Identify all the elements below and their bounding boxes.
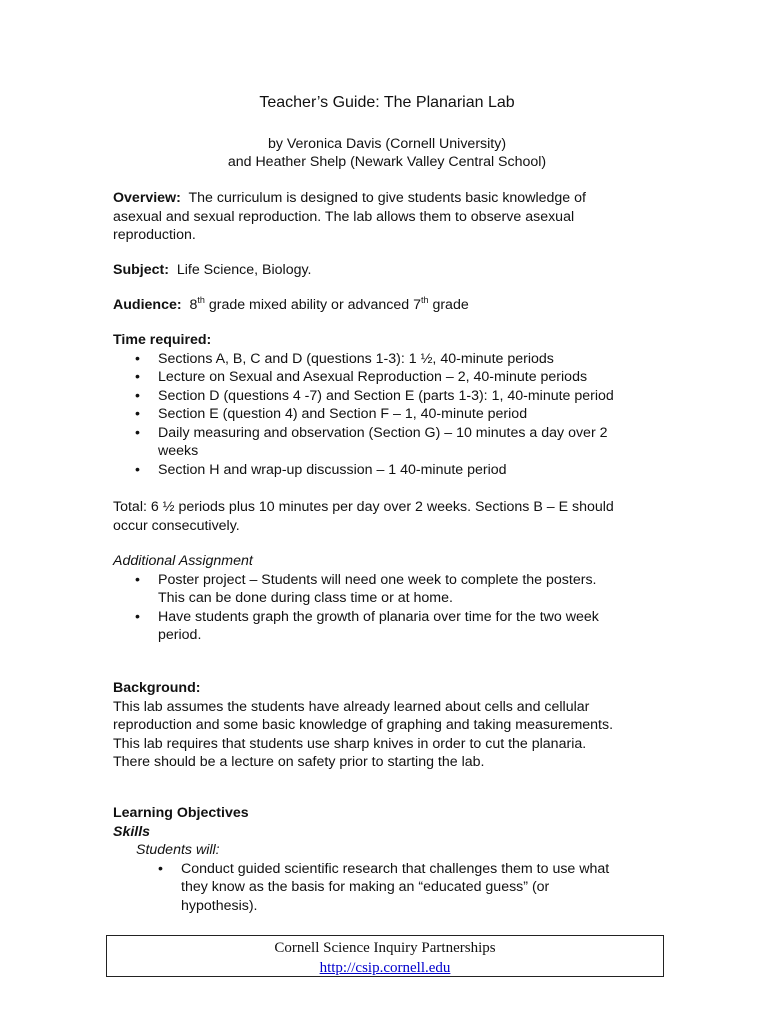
document-title: Teacher’s Guide: The Planarian Lab — [259, 94, 515, 111]
total-line-1: Total: 6 ½ periods plus 10 minutes per day over 2 weeks. Sections B – E should — [113, 499, 614, 515]
audience-sup-2: th — [420, 295, 429, 305]
audience-label: Audience: — [113, 297, 182, 313]
total-line-2: occur consecutively. — [113, 517, 240, 534]
author-line-2: and Heather Shelp (Newark Valley Central School) — [227, 154, 547, 170]
background-line-2: reproduction and some basic knowledge of graphing and taking measurements. — [113, 717, 614, 733]
list-item-text: • Conduct guided scientific research that challenges them to use what — [181, 860, 610, 877]
list-item-text: weeks — [158, 443, 199, 459]
skills-label: Skills — [113, 823, 151, 840]
list-item-text: This can be done during class time or at home. — [158, 590, 453, 606]
audience-text-3: grade — [428, 297, 469, 313]
list-item-text: Lecture on Sexual and Asexual Reproduction – 2, 40-minute periods — [158, 369, 588, 385]
list-item — [113, 405, 661, 424]
list-item — [113, 350, 661, 369]
additional-assignment-label: Additional Assignment — [113, 553, 253, 569]
page-footer — [106, 935, 664, 977]
background-line-4: There should be a lecture on safety prior to starting the lab. — [113, 754, 485, 770]
list-item — [113, 860, 661, 916]
overview-line-1: The curriculum is designed to give students basic knowledge of — [188, 190, 586, 206]
list-item — [113, 461, 661, 480]
list-item-text: • Daily measuring and observation (Section G) – 10 minutes a day over 2 — [158, 424, 608, 441]
list-item-text: Section E (question 4) and Section F – 1, 40-minute period — [158, 406, 528, 422]
background-line-3: This lab requires that students use sharp knives in order to cut the planaria. — [113, 735, 587, 752]
audience-section — [113, 296, 661, 315]
list-item — [113, 387, 661, 406]
list-item-text: Sections A, B, C and D (questions 1-3): 1 ½, 40-minute periods — [158, 350, 554, 367]
learning-objectives-label: Learning Objectives — [113, 805, 249, 821]
overview-label: Overview: — [113, 190, 181, 206]
background-line-1: This lab assumes the students have already learned about cells and cellular — [113, 698, 590, 715]
list-item — [113, 571, 661, 608]
author-line-1: by Veronica Davis (Cornell University) — [267, 136, 507, 152]
time-required-list — [113, 350, 661, 480]
list-item-text: they know as the basis for making an “educated guess” (or — [181, 879, 550, 895]
footer-url-link[interactable]: http://csip.cornell.edu — [319, 960, 451, 976]
list-item-text: • Poster project – Students will need one week to complete the posters. — [158, 571, 597, 588]
additional-assignment-list — [113, 571, 661, 645]
overview-line-3: reproduction. — [113, 227, 196, 243]
list-item-text: Section D (questions 4 -7) and Section E (parts 1-3): 1, 40-minute period — [158, 387, 614, 404]
audience-sup-1: th — [197, 295, 205, 305]
time-required-section — [113, 331, 661, 479]
audience-text-1: 8 — [189, 297, 198, 313]
list-item-text: • Have students graph the growth of planaria over time for the two week — [158, 608, 599, 625]
subject-section — [113, 261, 661, 280]
list-item-text: Section H and wrap-up discussion – 1 40-minute period — [158, 461, 507, 478]
students-will-label: Students will: — [136, 842, 220, 858]
total-section — [113, 498, 661, 535]
list-item — [113, 368, 661, 387]
list-item — [113, 424, 661, 461]
audience-text-2: grade mixed ability or advanced 7 — [204, 297, 421, 313]
subject-text: Life Science, Biology. — [176, 262, 312, 278]
background-section — [113, 679, 661, 772]
subject-label: Subject: — [113, 262, 169, 278]
footer-org: Cornell Science Inquiry Partnerships — [274, 940, 496, 956]
list-item-text: hypothesis). — [181, 897, 258, 914]
overview-section — [113, 189, 661, 245]
list-item — [113, 608, 661, 645]
additional-assignment-section — [113, 552, 661, 645]
time-required-label: Time required: — [113, 332, 212, 348]
overview-line-2: asexual and sexual reproduction. The lab allows them to observe asexual — [113, 208, 575, 225]
list-item-text: period. — [158, 627, 202, 643]
learning-objectives-section — [113, 804, 661, 915]
background-label: Background: — [113, 680, 201, 696]
objectives-list — [113, 860, 661, 916]
